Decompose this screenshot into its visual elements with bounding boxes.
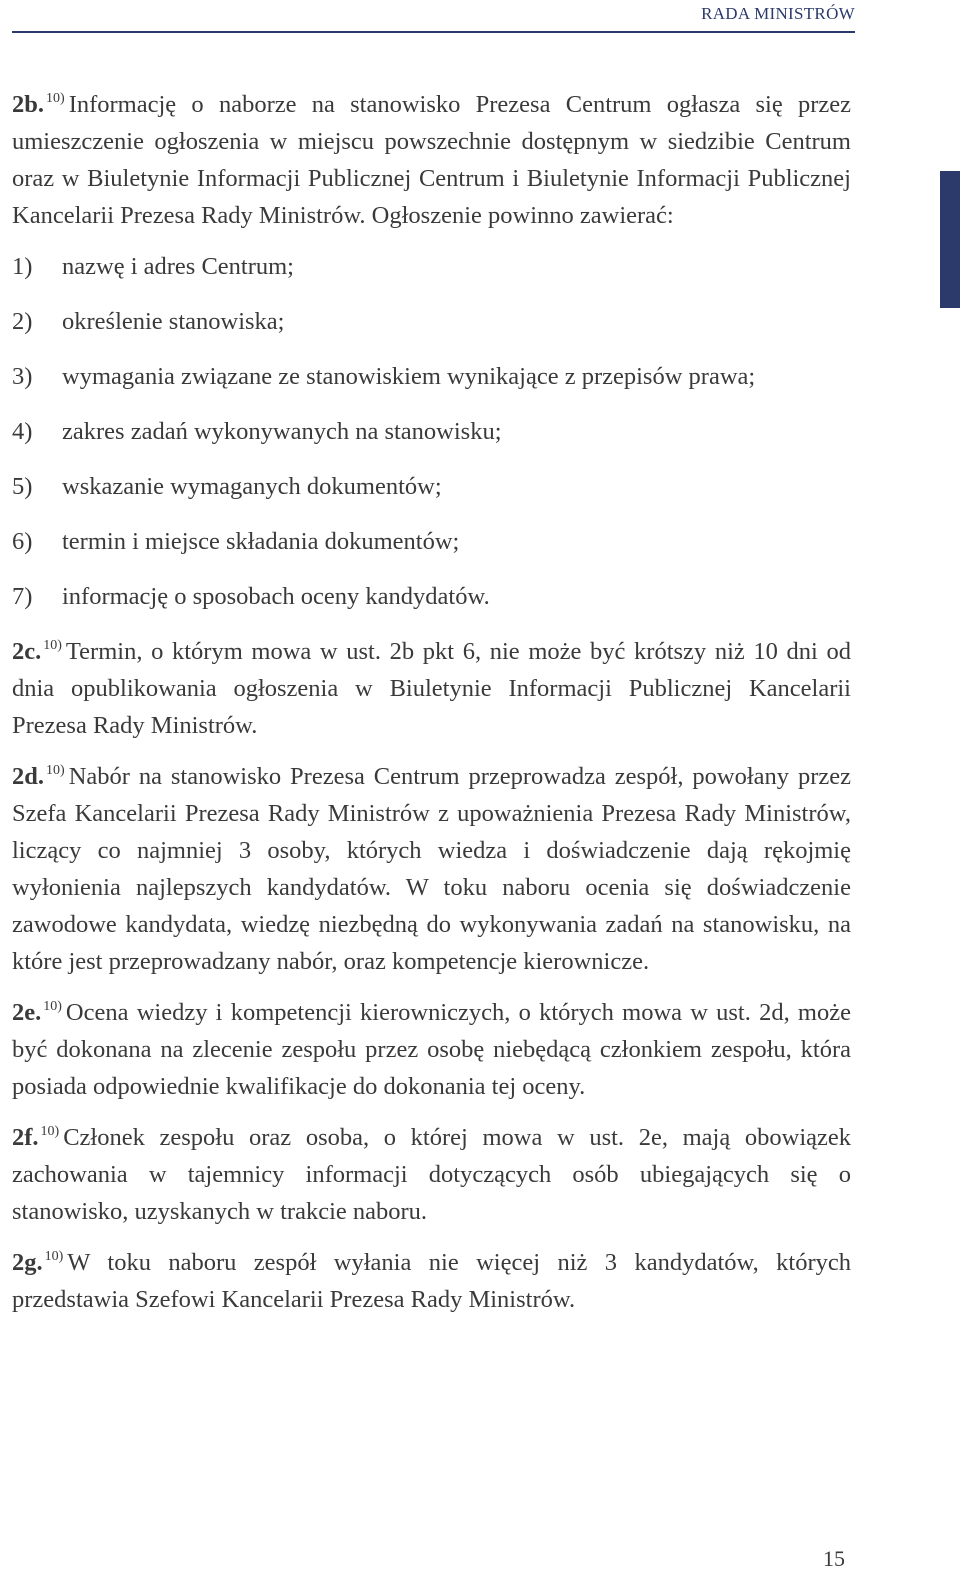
list-item-text: zakres zadań wykonywanych na stanowisku; bbox=[62, 418, 502, 445]
section-tab-marker bbox=[940, 171, 960, 308]
list-item bbox=[12, 578, 851, 615]
paragraph-number: 2b. bbox=[12, 91, 45, 118]
footnote-ref: 10) bbox=[46, 763, 65, 778]
paragraph-text: Termin, o którym mowa w ust. 2b pkt 6, nie może być krótszy niż 10 dni od dnia opublikowania ogłoszenia w Biuletynie Informacji Publicznej Kancelarii Prezesa Rady Ministrów. bbox=[12, 638, 851, 739]
list-item-number: 5) bbox=[12, 473, 33, 500]
list-item bbox=[12, 358, 851, 395]
paragraph-number: 2c. bbox=[12, 638, 42, 665]
requirements-list bbox=[12, 248, 851, 615]
footnote-ref: 10) bbox=[43, 638, 62, 653]
paragraph-2c bbox=[12, 633, 851, 744]
footnote-ref: 10) bbox=[43, 999, 62, 1014]
list-item-number: 3) bbox=[12, 363, 33, 390]
list-item bbox=[12, 303, 851, 340]
list-item-number: 1) bbox=[12, 253, 33, 280]
header-title: RADA MINISTRÓW bbox=[701, 4, 855, 23]
list-item bbox=[12, 468, 851, 505]
page-number: 15 bbox=[823, 1546, 845, 1571]
paragraph-text: Członek zespołu oraz osoba, o której mowa w ust. 2e, mają obowiązek zachowania w tajemnicy informacji dotyczących osób ubiegających się o stanowisko, uzyskanych w trakcie naboru. bbox=[12, 1124, 851, 1225]
paragraph-text: Informację o naborze na stanowisko Prezesa Centrum ogłasza się przez umieszczenie ogłoszenia w miejscu powszechnie dostępnym w siedzibie Centrum oraz w Biuletynie Informacji Publicznej Centrum i Biuletynie Informacji Publicznej Kancelarii Prezesa Rady Ministrów. Ogłoszenie powinno zawierać: bbox=[12, 91, 851, 229]
page-header bbox=[0, 0, 855, 40]
list-item bbox=[12, 523, 851, 560]
list-item-text: wskazanie wymaganych dokumentów; bbox=[62, 473, 442, 500]
paragraph-text: Nabór na stanowisko Prezesa Centrum przeprowadza zespół, powołany przez Szefa Kancelarii Prezesa Rady Ministrów z upoważnienia Prezesa Rady Ministrów, liczący co najmniej 3 osoby, których wiedza i doświadczenie dają rękojmię wyłonienia najlepszych kandydatów. W toku naboru ocenia się doświadczenie zawodowe kandydata, wiedzę niezbędną do wykonywania zadań na stanowisku, na które jest przeprowadzany nabór, oraz kompetencje kierownicze. bbox=[12, 763, 851, 975]
list-item-number: 4) bbox=[12, 418, 33, 445]
paragraph-number: 2d. bbox=[12, 763, 45, 790]
paragraph-number: 2g. bbox=[12, 1249, 43, 1276]
list-item-text: termin i miejsce składania dokumentów; bbox=[62, 528, 460, 555]
paragraph-2b bbox=[12, 86, 851, 234]
list-item-number: 2) bbox=[12, 308, 33, 335]
paragraph-text: Ocena wiedzy i kompetencji kierowniczych, o których mowa w ust. 2d, może być dokonana na zlecenie zespołu przez osobę niebędącą członkiem zespołu, która posiada odpowiednie kwalifikacje do dokonania tej oceny. bbox=[12, 999, 851, 1100]
list-item-number: 6) bbox=[12, 528, 33, 555]
paragraph-2d bbox=[12, 758, 851, 980]
list-item-text: określenie stanowiska; bbox=[62, 308, 285, 335]
footnote-ref: 10) bbox=[40, 1124, 60, 1139]
document-body bbox=[12, 86, 851, 1332]
list-item-text: wymagania związane ze stanowiskiem wynikające z przepisów prawa; bbox=[62, 363, 756, 390]
paragraph-2f bbox=[12, 1119, 851, 1230]
paragraph-number: 2e. bbox=[12, 999, 42, 1026]
paragraph-number: 2f. bbox=[12, 1124, 39, 1151]
paragraph-text: W toku naboru zespół wyłania nie więcej niż 3 kandydatów, których przedstawia Szefowi Kancelarii Prezesa Rady Ministrów. bbox=[12, 1249, 851, 1313]
paragraph-2e bbox=[12, 994, 851, 1105]
list-item-number: 7) bbox=[12, 583, 33, 610]
footnote-ref: 10) bbox=[46, 91, 65, 106]
list-item bbox=[12, 413, 851, 450]
paragraph-2g bbox=[12, 1244, 851, 1318]
list-item bbox=[12, 248, 851, 285]
header-rule bbox=[12, 31, 855, 33]
list-item-text: nazwę i adres Centrum; bbox=[62, 253, 294, 280]
list-item-text: informację o sposobach oceny kandydatów. bbox=[62, 583, 490, 610]
footnote-ref: 10) bbox=[44, 1249, 64, 1264]
